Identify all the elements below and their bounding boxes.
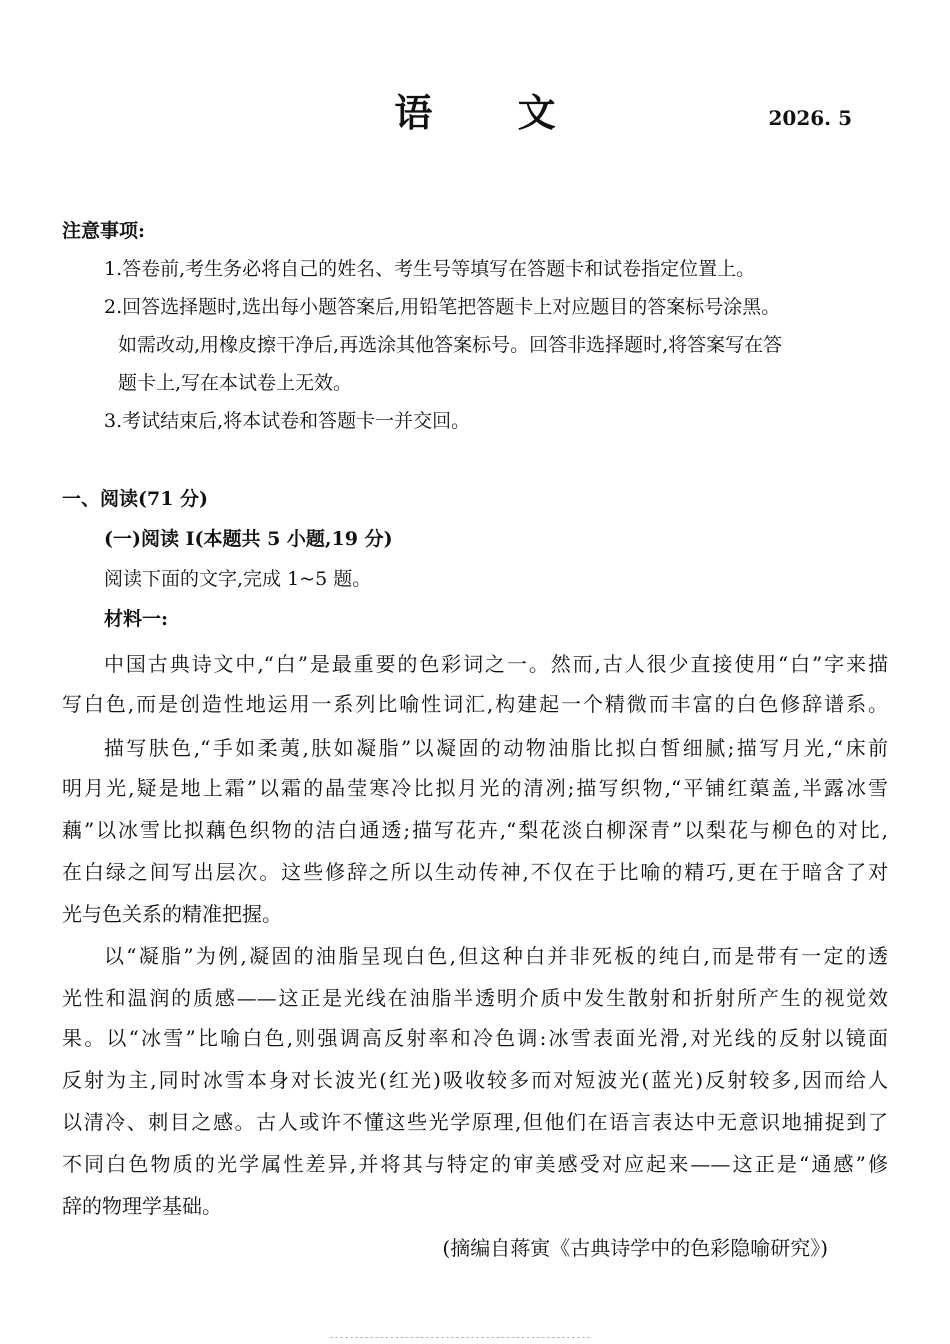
notice-item: 1.答卷前,考生务必将自己的姓名、考生号等填写在答题卡和试卷指定位置上。 — [104, 258, 756, 280]
passage-line: 描写肤色,“手如柔荑,肤如凝脂”以凝固的动物油脂比拟白皙细腻;描写月光,“床前 — [104, 736, 888, 760]
passage-line: 果。以“冰雪”比喻白色,则强调高反射率和冷色调:冰雪表面光滑,对光线的反射以镜面 — [62, 1026, 888, 1050]
passage-source: (摘编自蒋寅《古典诗学中的色彩隐喻研究》) — [442, 1236, 828, 1260]
passage-line: 在白绿之间写出层次。这些修辞之所以生动传神,不仅在于比喻的精巧,更在于暗含了对 — [62, 860, 888, 884]
section-title: 一、阅读(71 分) — [62, 488, 209, 510]
passage-line: 光性和温润的质感——这正是光线在油脂半透明介质中发生散射和折射所产生的视觉效 — [62, 986, 888, 1010]
notice-item: 2.回答选择题时,选出每小题答案后,用铅笔把答题卡上对应题目的答案标号涂黑。 — [104, 296, 781, 318]
notice-item: 如需改动,用橡皮擦干净后,再选涂其他答案标号。回答非选择题时,将答案写在答 — [118, 334, 783, 356]
passage-line: 以清冷、刺目之感。古人或许不懂这些光学原理,但他们在语言表达中无意识地捕捉到了 — [62, 1110, 888, 1134]
section-subtitle: (一)阅读 I(本题共 5 小题,19 分) — [104, 528, 393, 550]
page-footer-divider — [330, 1337, 590, 1344]
page-title: 语 文 — [394, 90, 592, 135]
passage-line: 不同白色物质的光学属性差异,并将其与特定的审美感受对应起来——这正是“通感”修 — [62, 1152, 888, 1176]
notice-item: 题卡上,写在本试卷上无效。 — [118, 372, 353, 394]
section-instruction: 阅读下面的文字,完成 1~5 题。 — [104, 568, 372, 590]
exam-date: 2026. 5 — [768, 106, 852, 130]
notice-item: 3.考试结束后,将本试卷和答题卡一并交回。 — [104, 410, 471, 432]
passage-line: 藕”以冰雪比拟藕色织物的洁白通透;描写花卉,“梨花淡白柳深青”以梨花与柳色的对比, — [62, 818, 888, 842]
passage-line: 辞的物理学基础。 — [62, 1194, 222, 1218]
material-label: 材料一: — [104, 608, 169, 630]
passage-line: 光与色关系的精准把握。 — [62, 902, 282, 926]
passage-line: 写白色,而是创造性地运用一系列比喻性词汇,构建起一个精微而丰富的白色修辞谱系。 — [62, 692, 888, 716]
passage-line: 明月光,疑是地上霜”以霜的晶莹寒冷比拟月光的清冽;描写织物,“平铺红蕖盖,半露冰雪 — [62, 776, 888, 800]
passage-line: 反射为主,同时冰雪本身对长波光(红光)吸收较多而对短波光(蓝光)反射较多,因而给人 — [62, 1068, 888, 1092]
notice-heading: 注意事项: — [62, 220, 146, 242]
passage-line: 以“凝脂”为例,凝固的油脂呈现白色,但这种白并非死板的纯白,而是带有一定的透 — [104, 944, 888, 968]
passage-line: 中国古典诗文中,“白”是最重要的色彩词之一。然而,古人很少直接使用“白”字来描 — [104, 652, 888, 676]
